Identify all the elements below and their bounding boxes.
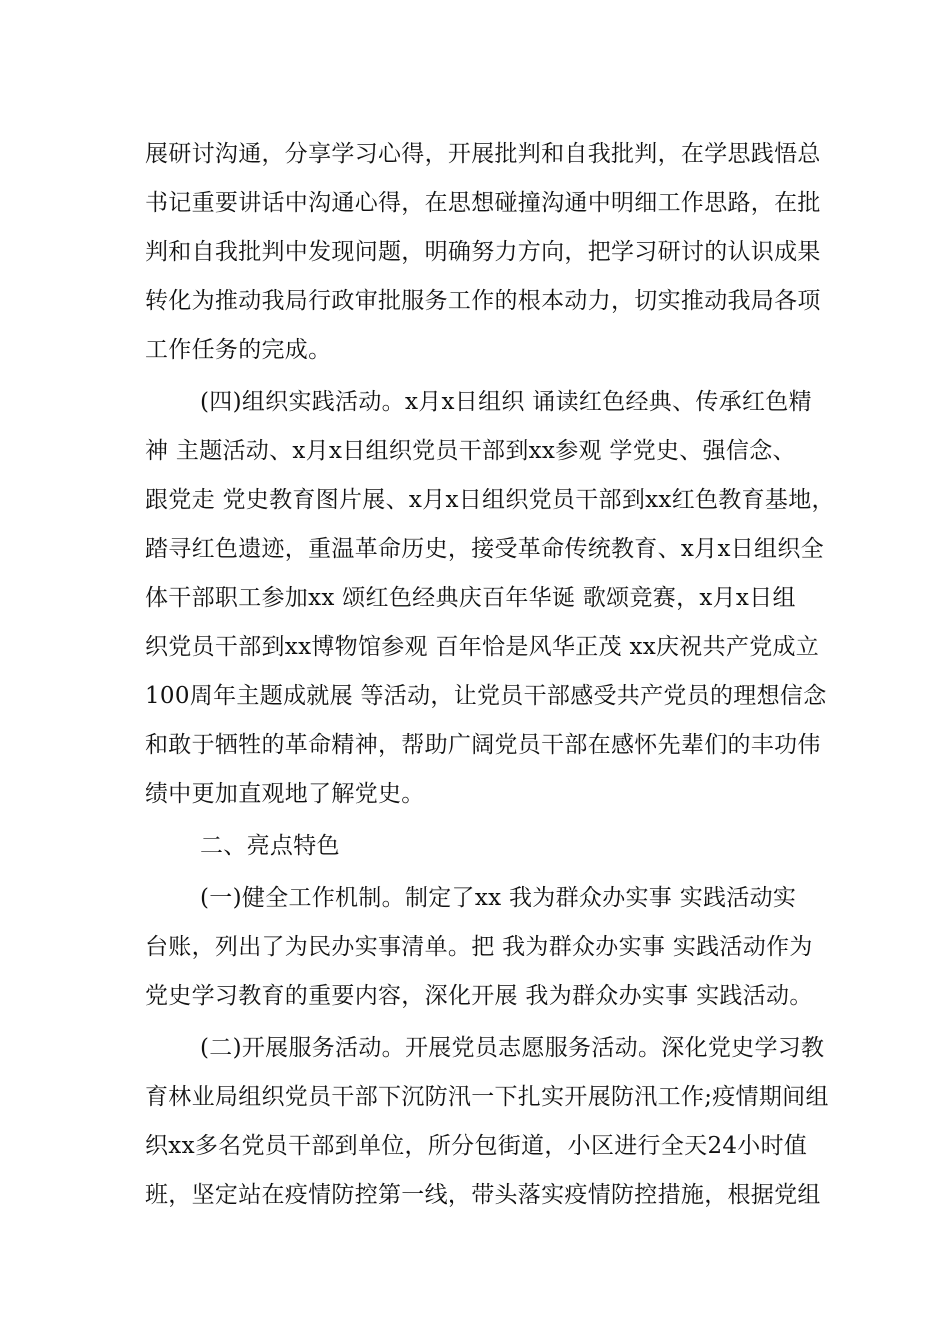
- text-line: 100周年主题成就展 等活动，让党员干部感受共产党员的理想信念: [145, 683, 827, 709]
- text-line: (四)组织实践活动。x月x日组织 诵读红色经典、传承红色精: [200, 389, 812, 415]
- text-line: 转化为推动我局行政审批服务工作的根本动力，切实推动我局各项: [145, 288, 821, 314]
- text-line: 台账，列出了为民办实事清单。把 我为群众办实事 实践活动作为: [145, 934, 813, 960]
- text-line: 神 主题活动、x月x日组织党员干部到xx参观 学党史、强信念、: [145, 438, 796, 464]
- text-line: 书记重要讲话中沟通心得，在思想碰撞沟通中明细工作思路，在批: [145, 190, 821, 216]
- text-line: 判和自我批判中发现问题，明确努力方向，把学习研讨的认识成果: [145, 239, 821, 265]
- text-line: (二)开展服务活动。开展党员志愿服务活动。深化党史学习教: [200, 1035, 825, 1061]
- text-line: 踏寻红色遗迹，重温革命历史，接受革命传统教育、x月x日组织全: [145, 536, 824, 562]
- section-heading: 二、亮点特色: [200, 833, 340, 859]
- text-line: 党史学习教育的重要内容，深化开展 我为群众办实事 实践活动。: [145, 983, 813, 1009]
- text-line: 织党员干部到xx博物馆参观 百年恰是风华正茂 xx庆祝共产党成立: [145, 634, 820, 660]
- text-line: 展研讨沟通，分享学习心得，开展批判和自我批判，在学思践悟总: [145, 141, 821, 167]
- text-line: 跟党走 党史教育图片展、x月x日组织党员干部到xx红色教育基地，: [145, 487, 835, 513]
- text-line: 体干部职工参加xx 颂红色经典庆百年华诞 歌颂竞赛，x月x日组: [145, 585, 796, 611]
- text-line: 育林业局组织党员干部下沉防汛一下扎实开展防汛工作;疫情期间组: [145, 1084, 829, 1110]
- text-line: (一)健全工作机制。制定了xx 我为群众办实事 实践活动实: [200, 885, 797, 911]
- text-line: 班，坚定站在疫情防控第一线，带头落实疫情防控措施，根据党组: [145, 1182, 821, 1208]
- text-line: 绩中更加直观地了解党史。: [145, 781, 425, 807]
- text-line: 和敢于牺牲的革命精神，帮助广阔党员干部在感怀先辈们的丰功伟: [145, 732, 821, 758]
- text-line: 织xx多名党员干部到单位，所分包街道，小区进行全天24小时值: [145, 1133, 808, 1159]
- text-line: 工作任务的完成。: [145, 337, 332, 363]
